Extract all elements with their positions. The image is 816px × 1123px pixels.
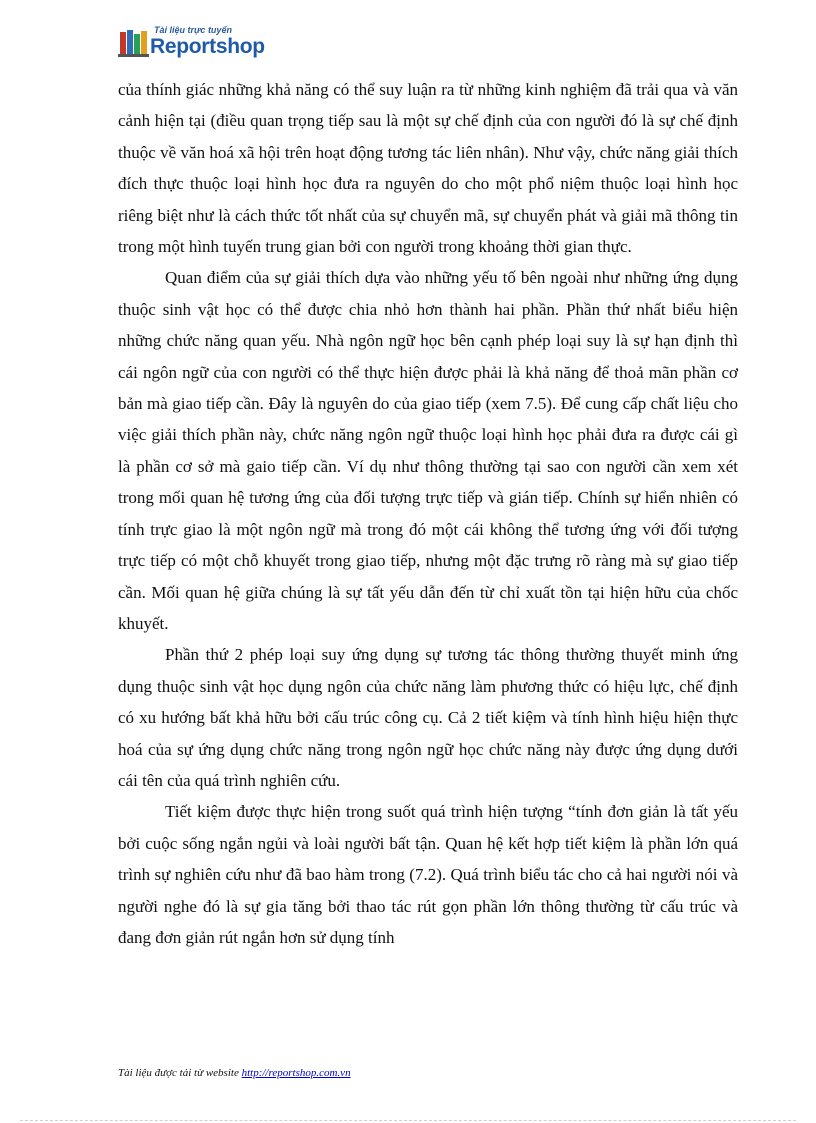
document-body	[118, 74, 738, 953]
paragraph-4: Tiết kiệm được thực hiện trong suốt quá trình hiện tượng “tính đơn giản là tất yếu bởi cuộc sống ngắn ngủi và loài người bất tận. Quan hệ kết hợp tiết kiệm là phần lớn quá trình sự nghiên cứu như đã bao hàm trong (7.2). Quá trình biểu tác cho cả hai người nói và người nghe đó là sự gia tăng bởi thao tác rút gọn phần lớn thông thường từ cấu trúc và đang đơn giản rút ngắn hơn sử dụng tính	[118, 802, 738, 947]
books-icon	[118, 28, 150, 58]
paragraph-3: Phần thứ 2 phép loại suy ứng dụng sự tương tác thông thường thuyết minh ứng dụng thuộc sinh vật học dụng ngôn của chức năng làm phương thức có hiệu lực, chế định có xu hướng bất khả hữu bởi cấu trúc công cụ. Cả 2 tiết kiệm và tính hình hiệu hiện thực hoá của sự ứng dụng chức năng trong ngôn ngữ học chức năng này được ứng dụng dưới cái tên của quá trình nghiên cứu.	[118, 645, 738, 790]
paragraph-1: của thính giác những khả năng có thể suy luận ra từ những kinh nghiệm đã trải qua và văn cảnh hiện tại (điều quan trọng tiếp sau là một sự chế định của con người đó là sự chế định thuộc về văn hoá xã hội trên hoạt động tương tác liên nhân). Như vậy, chức năng giải thích đích thực thuộc loại hình học đưa ra nguyên do cho một phổ niệm thuộc loại hình học riêng biệt như là cách thức tốt nhất của sự chuyển mã, sự chuyển phát và giải mã thông tin trong một hình tuyến trung gian bởi con người trong khoảng thời gian thực.	[118, 80, 738, 257]
page-footer	[118, 1067, 351, 1079]
logo-name: Reportshop	[150, 35, 265, 58]
footer-text: Tài liệu được tải từ website	[118, 1067, 242, 1079]
page-divider	[20, 1120, 796, 1121]
footer-link[interactable]: http://reportshop.com.vn	[241, 1067, 351, 1079]
paragraph-2: Quan điểm của sự giải thích dựa vào những yếu tố bên ngoài như những ứng dụng thuộc sinh vật học có thể được chia nhỏ hơn thành hai phần. Phần thứ nhất biểu hiện những chức năng quan yếu. Nhà ngôn ngữ học bên cạnh phép loại suy là sự hạn định thì cái ngôn ngữ của con người có thể thực hiện được phải là khả năng để thoả mãn phần cơ bản mà giao tiếp cần. Đây là nguyên do của giao tiếp (xem 7.5). Để cung cấp chất liệu cho việc giải thích phần này, chức năng ngôn ngữ thuộc loại hình học phải đưa ra được cái gì là phần cơ sở mà gaio tiếp cần. Ví dụ như thông thường tại sao con người cần xem xét trong mối quan hệ tương ứng của đối tượng trực tiếp và gián tiếp. Chính sự hiển nhiên có tính trực giao là một ngôn ngữ mà trong đó một cái không thể tương ứng với đối tượng trực tiếp có một chỗ khuyết trong giao tiếp, nhưng một đặc trưng rõ ràng mà sự giao tiếp cần. Mối quan hệ giữa chúng là sự tất yếu dẫn đến từ chỉ xuất tồn tại hiện hữu của chốc khuyết.	[118, 268, 738, 633]
logo-tagline: Tài liệu trực tuyến	[154, 25, 232, 35]
reportshop-logo[interactable]	[118, 22, 288, 62]
